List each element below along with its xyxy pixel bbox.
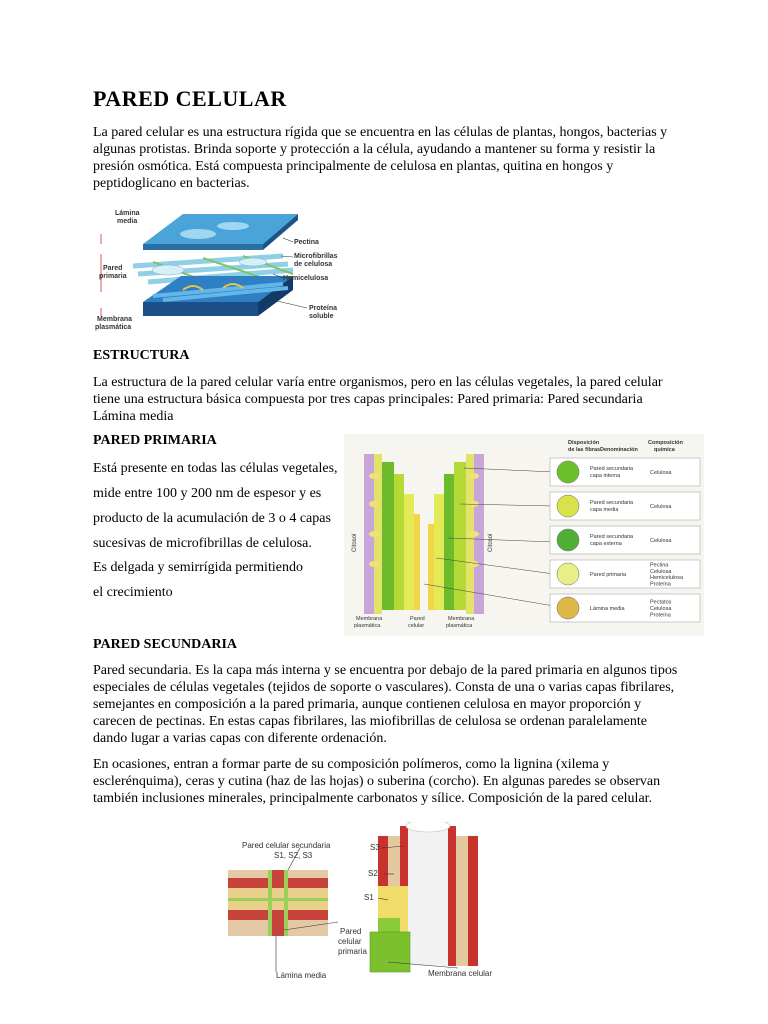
layer-name: Pared secundaria (590, 500, 634, 506)
layer-composition: Celulosa (650, 538, 672, 544)
pared-primaria-line: Está presente en todas las células vegetales, (93, 461, 338, 476)
label-s2: S2 (368, 869, 378, 878)
svg-text:plasmática: plasmática (446, 623, 473, 629)
svg-text:plasmática: plasmática (354, 623, 381, 629)
label-lamina-media: Lámina media (276, 971, 327, 980)
layer-name-sub: capa media (590, 507, 619, 513)
label-citosol-right: Citosol (488, 533, 494, 552)
label-membrana-right: Membrana (448, 616, 475, 622)
layer-composition: Celulosa (650, 504, 672, 510)
label-lamina-media: Lámina (115, 210, 140, 217)
label-citosol-left: Citosol (352, 533, 358, 552)
intro-paragraph: La pared celular es una estructura rígida que se encuentra en las células de plantas, hongos, bacterias y algunas protistas. Brinda soporte y protección a la célula, ayudando a mantener su forma y resistir la presión osmótica. Está compuesta principalmente de celulosa en plantas, quitina en hongos y peptidoglicano en bacterias. (93, 125, 668, 191)
svg-text:soluble: soluble (309, 313, 334, 320)
label-proteina-soluble: Proteína (309, 305, 338, 312)
fiber-disposition-icon (557, 529, 579, 551)
label-membrana-celular: Membrana celular (428, 969, 493, 978)
pared-secundaria-paragraph-1: Pared secundaria. Es la capa más interna y se encuentra por debajo de la pared primaria en algunos tipos especiales de células vegetales (tejidos de soporte o vasculares). Consta de una o varias capas fibrilares, semejantes en composición a la pared primaria, aunque contienen celulosa en mayor proporción y carecen de pectinas. En estas capas fibrilares, las miofibrillas de celulosa se ordenan paralelamente dando lugar a varias capas con diferente ordenación. (93, 663, 678, 746)
pared-primaria-line: sucesivas de microfibrillas de celulosa. (93, 536, 312, 551)
svg-text:primaria: primaria (99, 273, 127, 280)
label-s1: S1 (364, 893, 374, 902)
label-s3: S3 (370, 843, 380, 852)
secondary-wall-figure (228, 822, 524, 982)
svg-text:química: química (654, 447, 675, 453)
heading-pared-primaria: PARED PRIMARIA (93, 433, 217, 448)
estructura-paragraph: La estructura de la pared celular varía entre organismos, pero en las células vegetales, la pared celular tiene una estructura básica compuesta por tres capas principales: Pared primaria: Pared secundaria Lámina media (93, 375, 663, 424)
layer-name-sub: capa externa (590, 541, 622, 547)
layer-composition: Celulosa (650, 568, 672, 575)
pared-primaria-line: el crecimiento (93, 585, 173, 600)
svg-text:primaria: primaria (338, 947, 367, 956)
pared-primaria-line: Es delgada y semirrígida permitiendo (93, 560, 303, 575)
label-membrana-left: Membrana (356, 616, 383, 622)
label-membrana-plasmatica: Membrana (97, 316, 133, 323)
cell-cylinder (370, 822, 478, 972)
cell-wall-layers-table-figure (344, 434, 704, 636)
label-pared-celular: Pared (410, 616, 425, 622)
svg-text:de las fibras: de las fibras (568, 447, 601, 453)
layer-composition: Pectatos (650, 599, 672, 606)
layer-composition: Celulosa (650, 606, 672, 612)
pared-primaria-line: producto de la acumulación de 3 o 4 capas (93, 511, 331, 526)
layer-name: Pared primaria (590, 572, 627, 578)
svg-text:S1, S2, S3: S1, S2, S3 (274, 851, 313, 860)
label-pared-primaria: Pared (103, 265, 123, 272)
layer-name: Pared secundaria (590, 534, 634, 540)
svg-text:plasmática: plasmática (95, 324, 132, 331)
label-microfibrillas: Microfibrillas (294, 253, 338, 260)
layer-composition: Celulosa (650, 470, 672, 476)
tissue-block (228, 870, 328, 936)
layer-name-sub: capa interna (590, 473, 621, 479)
fiber-disposition-icon (557, 563, 579, 585)
svg-text:celular: celular (408, 623, 425, 629)
svg-text:celular: celular (338, 937, 362, 946)
label-pared-secundaria: Pared celular secundaria (242, 841, 331, 850)
header-disposicion: Disposición (568, 440, 600, 446)
layer-composition: Proteína (650, 612, 671, 619)
pared-secundaria-paragraph-2: En ocasiones, entran a formar parte de su composición polímeros, como la lignina (xilema y esclerénquima), ceras y cutina (haz de las hojas) o suberina (corcho). En algunas paredes se observan también inclusiones minerales, principalmente carbonatos y sílice. Composición de la pared celular. (93, 757, 661, 806)
header-composicion: Composición (648, 440, 683, 446)
svg-text:de celulosa: de celulosa (294, 261, 333, 268)
heading-pared-secundaria: PARED SECUNDARIA (93, 637, 238, 652)
label-hemicelulosa: Hemicelulosa (283, 275, 329, 282)
layer-name: Pared secundaria (590, 466, 634, 472)
page-title: PARED CELULAR (93, 86, 287, 111)
label-pared-primaria: Pared (340, 927, 362, 936)
layer-composition: Proteína (650, 581, 671, 588)
fiber-disposition-icon (557, 597, 579, 619)
svg-text:media: media (117, 218, 138, 225)
header-denominacion: Denominación (600, 447, 638, 453)
fiber-disposition-icon (557, 461, 579, 483)
fiber-disposition-icon (557, 495, 579, 517)
label-pectina: Pectina (294, 239, 319, 246)
layer-name: Lámina media (590, 606, 625, 612)
pared-primaria-line: mide entre 100 y 200 nm de espesor y es (93, 486, 322, 501)
cell-wall-layers-figure (93, 204, 353, 336)
layer-composition: Hemicelulosa (650, 575, 684, 582)
heading-estructura: ESTRUCTURA (93, 348, 190, 363)
layer-composition: Pectina (650, 562, 669, 569)
